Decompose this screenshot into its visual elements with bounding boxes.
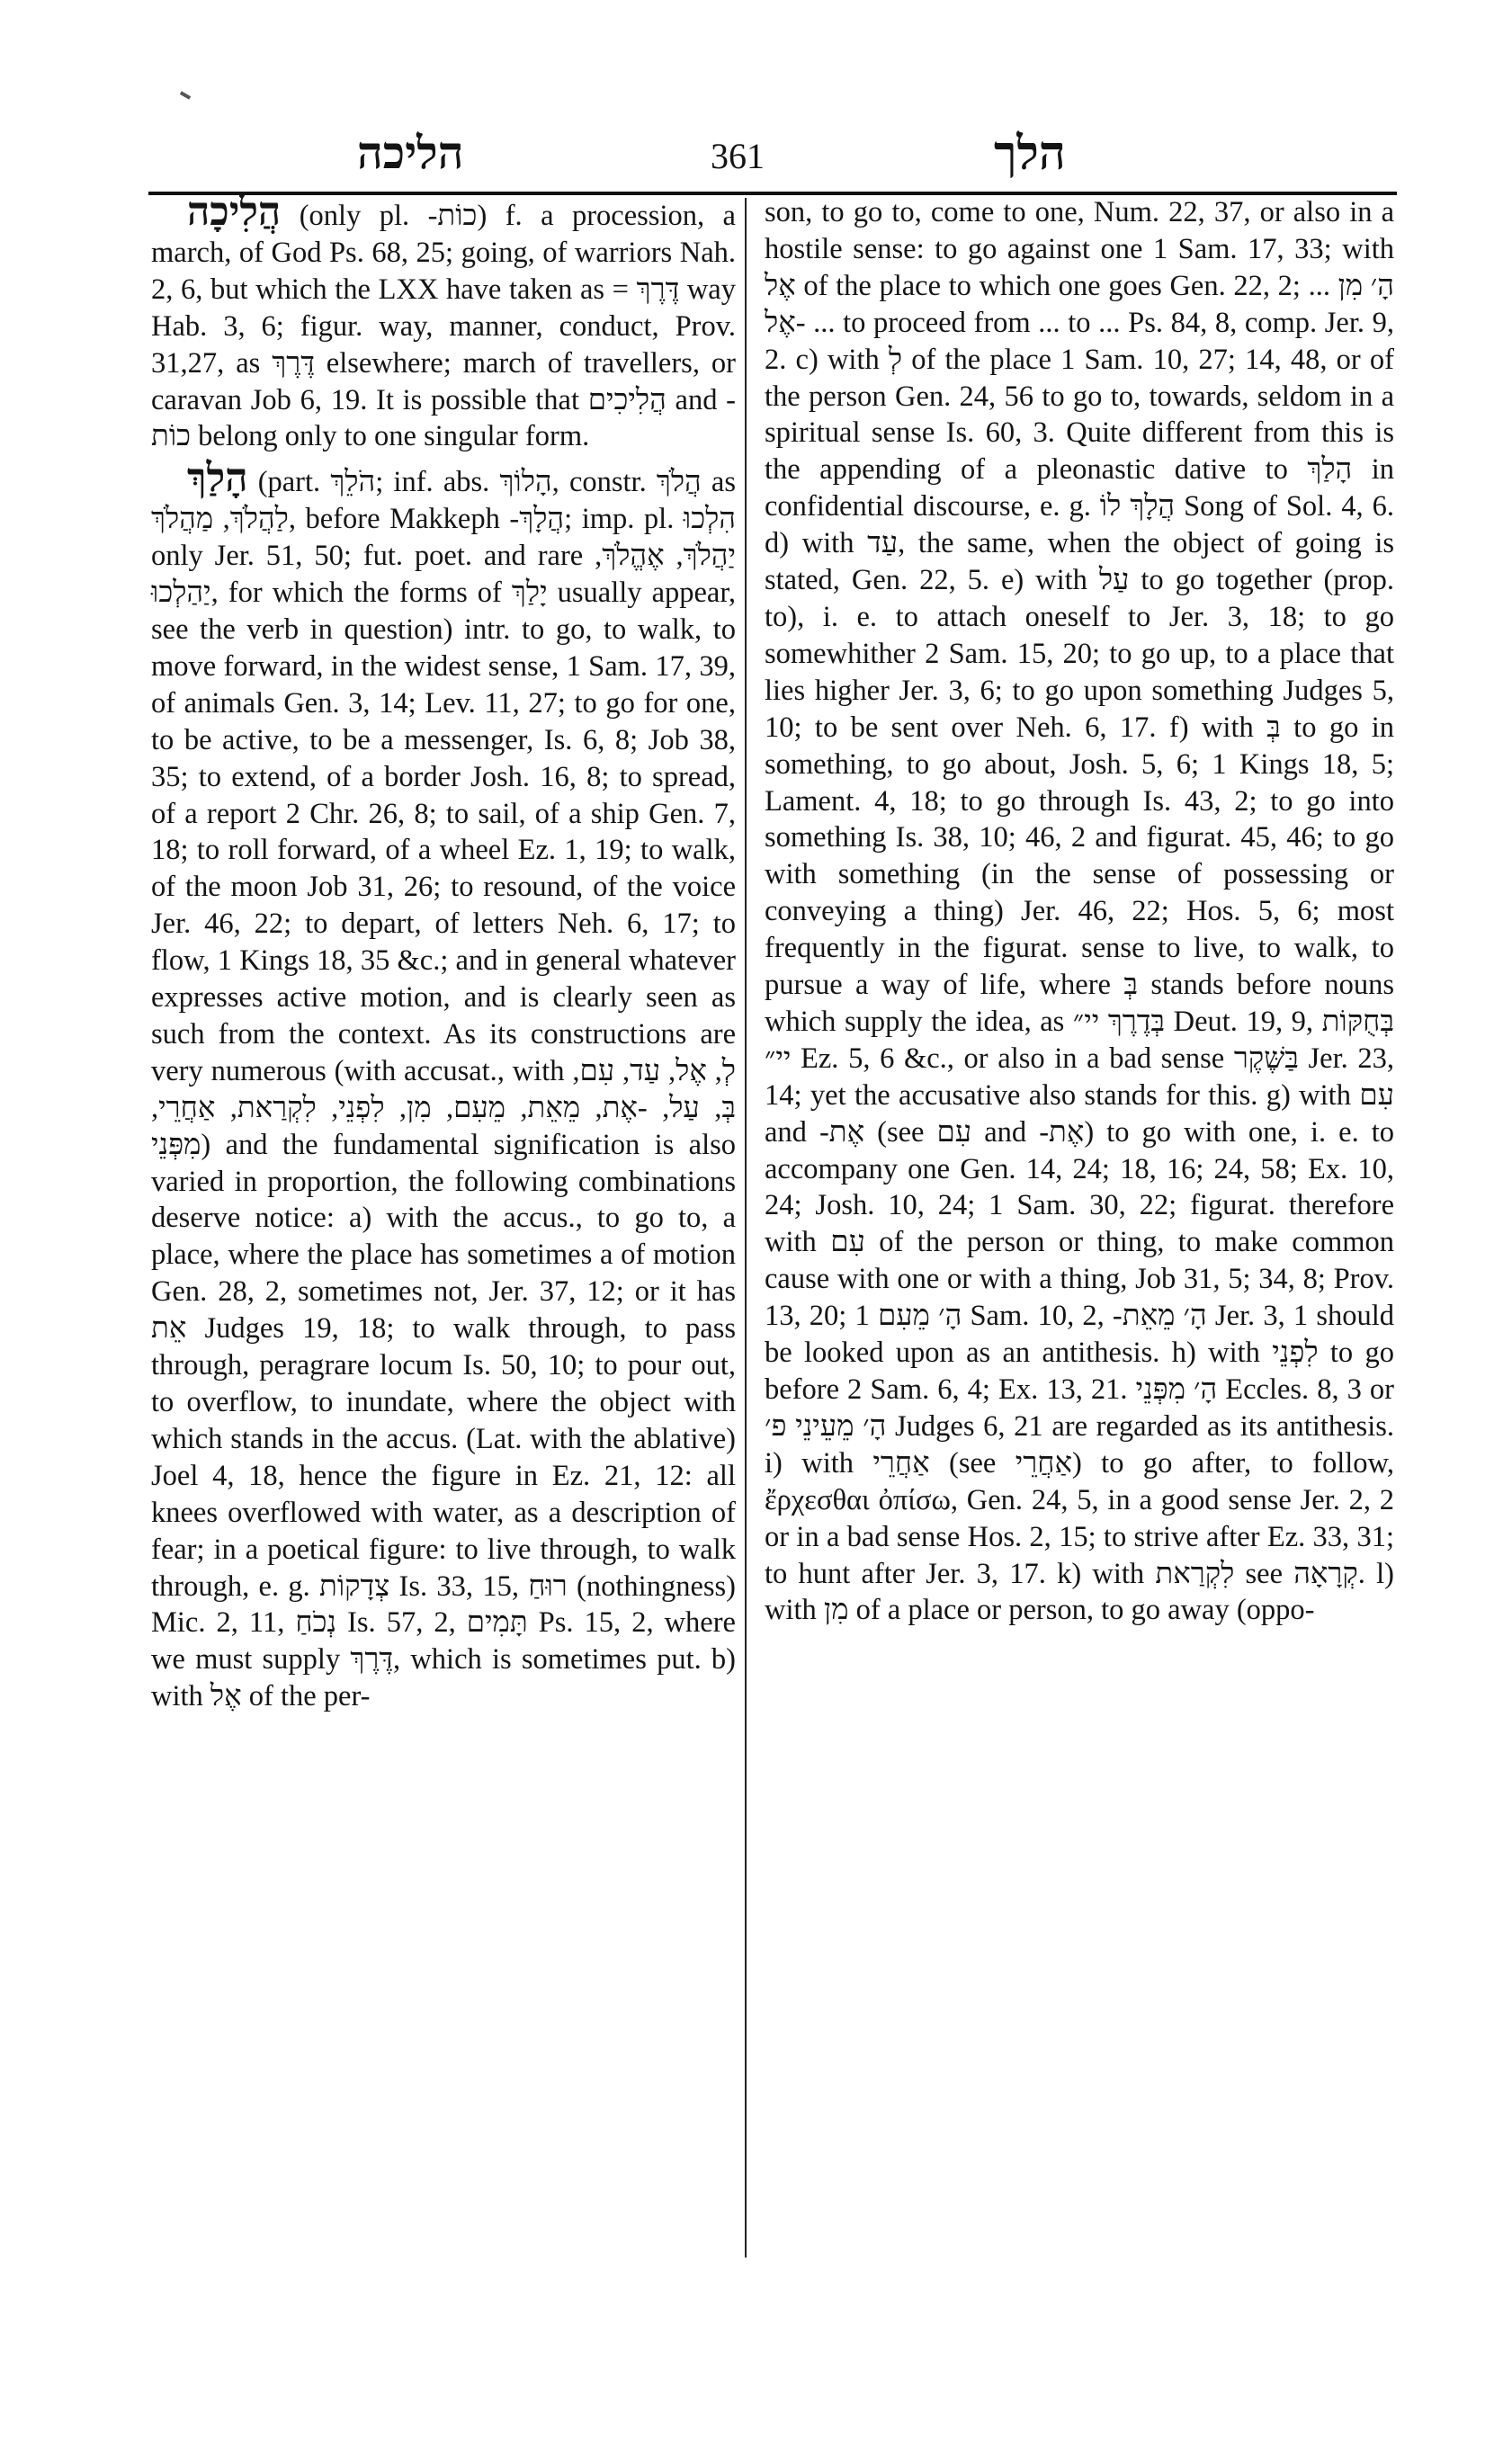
headword: הֲלִיכָה bbox=[187, 189, 282, 235]
right-column bbox=[765, 194, 1394, 1629]
left-column bbox=[151, 189, 737, 1715]
running-head bbox=[148, 126, 1399, 189]
entry-text: (part. הֹלֵךְ; inf. abs. הָלוֹךְ, constr. הֲלֹךְ as לַהֲלֹךְ, מַהֲלֹךְ, before Makkeph -הֲלָךְ; imp. pl. הִלְכוּ only Jer. 51, 50; fut. poet. and rare יַהֲלֹךְ, אֶהֱלֹךְ, יַהַלְכוּ, for which the forms of יָלַךְ usually appear, see the verb in question) intr. to go, to walk, to move forward, in the widest sense, 1 Sam. 17, 39, of animals Gen. 3, 14; Lev. 11, 27; to go for one, to be active, to be a messenger, Is. 6, 8; Job 38, 35; to extend, of a border Josh. 16, 8; to spread, of a report 2 Chr. 26, 8; to sail, of a ship Gen. 7, 18; to roll forward, of a wheel Ez. 1, 19; to walk, of the moon Job 31, 26; to resound, of the voice Jer. 46, 22; to depart, of letters Neh. 6, 17; to flow, 1 Kings 18, 35 &c.; and in general whatever expresses active motion, and is clearly seen as such from the context. As its constructions are very numerous (with accusat., with לְ, אֶל, עַד, עִם, בְּ, עַל, -אֶת, מֵאֵת, מֵעִם, מִן, לִפְנֵי, לִקְרַאת, אַחֲרֵי, מִפְּנֵי) and the fundamental signification is also varied in proportion, the following combinations deserve notice: a) with the accus., to go to, a place, where the place has sometimes a of motion Gen. 28, 2, sometimes not, Jer. 37, 12; or it has אֵת Judges 19, 18; to walk through, to pass through, peragrare locum Is. 50, 10; to pour out, to overflow, to inundate, where the object with which stands in the accus. (Lat. with the ablative) Joel 4, 18, hence the figure in Ez. 21, 12: all knees overflowed with water, as a description of fear; in a poetical figure: to live through, to walk through, e. g. צְדָקוֹת Is. 33, 15, רוּחַ (nothingness) Mic. 2, 11, נְכֹחַ Is. 57, 2, תָּמִים Ps. 15, 2, where we must supply דֶּרֶךְ, which is sometimes put. b) with אֶל of the per- bbox=[151, 466, 737, 1713]
entry-halikhah bbox=[151, 189, 736, 455]
entry-text: (only pl. -כוֹת) f. a procession, a march, of God Ps. 68, 25; going, of warriors Nah. 2, 6, but which the LXX have taken as = דֶּרֶךְ way Hab. 3, 6; figur. way, manner, conduct, Prov. 31,27, as דֶּרֶךְ elsewhere; march of travellers, or caravan Job 6, 19. It is possible that הֲלִיכִים and -כוֹת belong only to one singular form. bbox=[151, 200, 736, 453]
running-head-left-word: הליכה bbox=[357, 126, 464, 179]
entry-halakh bbox=[151, 455, 737, 1715]
page-number: 361 bbox=[711, 136, 765, 176]
running-head-right-word: הלך bbox=[994, 126, 1066, 181]
scan-speck bbox=[180, 91, 191, 99]
column-divider bbox=[745, 198, 747, 2258]
headword: הָלַךְ bbox=[187, 455, 248, 502]
entry-continuation: son, to go to, come to one, Num. 22, 37, or also in a hostile sense: to go against one 1 Sam. 17, 33; with אֶל of the place to which one goes Gen. 22, 2; ... הָ׳ מִן ... -אֶל to proceed from ... to ... Ps. 84, 8, comp. Jer. 9, 2. c) with לְ of the place 1 Sam. 10, 27; 14, 48, or of the person Gen. 24, 56 to go to, towards, seldom in a spiritual sense Is. 60, 3. Quite different from this is the appending of a pleonastic dative to הָלַךְ in confidential discourse, e. g. הֲלָךְ לוֹ Song of Sol. 4, 6. d) with עַד, the same, when the object of going is stated, Gen. 22, 5. e) with עַל to go together (prop. to), i. e. to attach oneself to Jer. 3, 18; to go somewhither 2 Sam. 15, 20; to go up, to a place that lies higher Jer. 3, 6; to go upon something Judges 5, 10; to be sent over Neh. 6, 17. f) with בְּ to go in something, to go about, Josh. 5, 6; 1 Kings 18, 5; Lament. 4, 18; to go through Is. 43, 2; to go into something Is. 38, 10; 46, 2 and figurat. 45, 46; to go with something (in the sense of possessing or conveying a thing) Jer. 46, 22; Hos. 5, 6; most frequently in the figurat. sense to live, to walk, to pursue a way of life, where בְּ stands before nouns which supply the idea, as בְּדֶרֶךְ יי״ Deut. 19, 9, בְּחֻקּוֹת יי״ Ez. 5, 6 &c., or also in a bad sense בַּשֶּׁקֶר Jer. 23, 14; yet the accusative also stands for this. g) with עִם and -אֶת (see עִם and -אֶת) to go with one, i. e. to accompany one Gen. 14, 24; 18, 16; 24, 58; Ex. 10, 24; Josh. 10, 24; 1 Sam. 30, 22; figurat. therefore with עִם of the person or thing, to make common cause with one or with a thing, Job 31, 5; 34, 8; Prov. 13, 20; הָ׳ מֵעִם 1 Sam. 10, 2, -הָ׳ מֵאֵת Jer. 3, 1 should be looked upon as an antithesis. h) with לִפְנֵי to go before 2 Sam. 6, 4; Ex. 13, 21. הָ׳ מִפְּנֵי Eccles. 8, 3 or הָ׳ מֵעֵינֵי פ׳ Judges 6, 21 are regarded as its antithesis. i) with אַחֲרֵי (see אַחֲרֵי) to go after, to follow, ἔρχεσθαι ὀπίσω, Gen. 24, 5, in a good sense Jer. 2, 2 or in a bad sense Hos. 2, 15; to strive after Ez. 33, 31; to hunt after Jer. 3, 17. k) with לִקְרַאת see קְרָאָה. l) with מִן of a place or person, to go away (oppo- bbox=[765, 196, 1395, 1627]
